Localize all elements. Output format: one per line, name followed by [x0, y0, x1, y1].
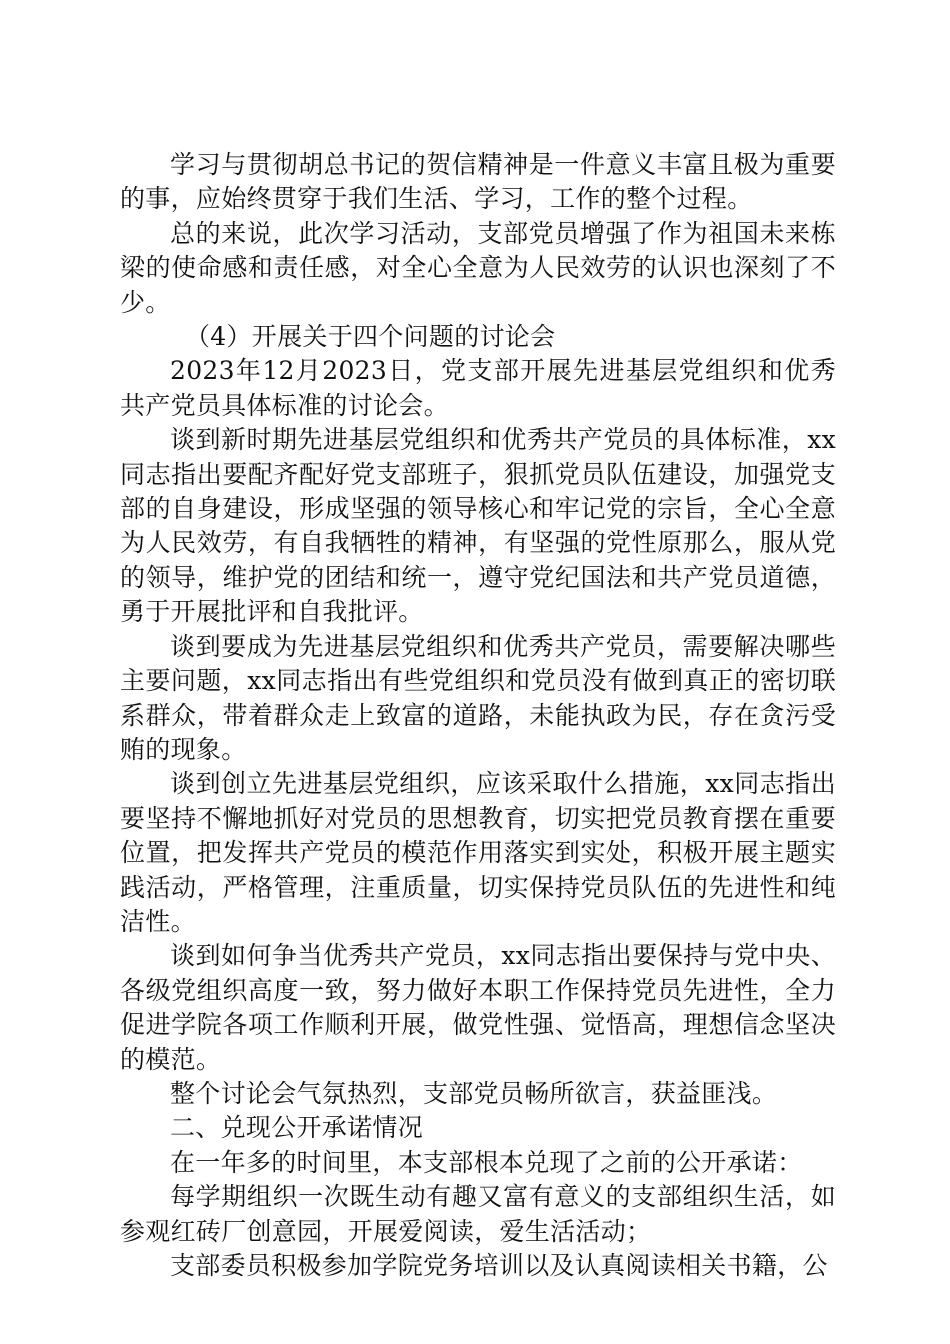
paragraph-standards: 谈到新时期先进基层党组织和优秀共产党员的具体标准，xx同志指出要配齐配好党支部班子，狠抓党员队伍建设，加强党支部的自身建设，形成坚强的领导核心和牢记党的宗旨，全心全意为人民效劳，有自我牺牲的精神，有坚强的党性原那么，服从党的领导，维护党的团结和统一，遵守党纪国法和共产党员道德，勇于开展批评和自我批评。: [120, 425, 836, 627]
paragraph-problems: 谈到要成为先进基层党组织和优秀共产党员，需要解决哪些主要问题，xx同志指出有些党组织和党员没有做到真正的密切联系群众，带着群众走上致富的道路，未能执政为民，存在贪污受贿的现象。: [120, 631, 836, 764]
section-heading-discussion: （4）开展关于四个问题的讨论会: [185, 322, 556, 352]
paragraph-measures: 谈到创立先进基层党组织，应该采取什么措施，xx同志指出要坚持不懈地抓好对党员的思想教育，切实把党员教育摆在重要位置，把发挥共产党员的模范作用落实到实处，积极开展主题实践活动，严格管理，注重质量，切实保持党员队伍的先进性和纯洁性。: [120, 769, 836, 936]
section-heading-commitment: 二、兑现公开承诺情况: [170, 1113, 424, 1143]
paragraph-excellent-member: 谈到如何争当优秀共产党员，xx同志指出要保持与党中央、各级党组织高度一致，努力做好本职工作保持党员先进性，全力促进学院各项工作顺利开展，做党性强、觉悟高，理想信念坚决的模范。: [120, 941, 836, 1074]
paragraph-commitment-intro: 在一年多的时间里，本支部根本兑现了之前的公开承诺：: [170, 1147, 803, 1177]
paragraph-summary: 总的来说，此次学习活动，支部党员增强了作为祖国未来栋梁的使命感和责任感，对全心全意为人民效劳的认识也深刻了不少。: [120, 218, 836, 317]
paragraph-activities: 每学期组织一次既生动有趣又富有意义的支部组织生活，如参观红砖厂创意园，开展爱阅读，爱生活活动；: [120, 1182, 836, 1246]
paragraph-training: 支部委员积极参加学院党务培训以及认真阅读相关书籍，公: [170, 1251, 828, 1280]
paragraph-discussion-date: 2023年12月2023日，党支部开展先进基层党组织和优秀共产党员具体标准的讨论会。: [120, 356, 836, 420]
paragraph-atmosphere: 整个讨论会气氛热烈，支部党员畅所欲言，获益匪浅。: [170, 1078, 778, 1108]
paragraph-congratulation-spirit: 学习与贯彻胡总书记的贺信精神是一件意义丰富且极为重要的事，应始终贯穿于我们生活、学习，工作的整个过程。: [120, 150, 836, 214]
document-body: [120, 148, 836, 1283]
